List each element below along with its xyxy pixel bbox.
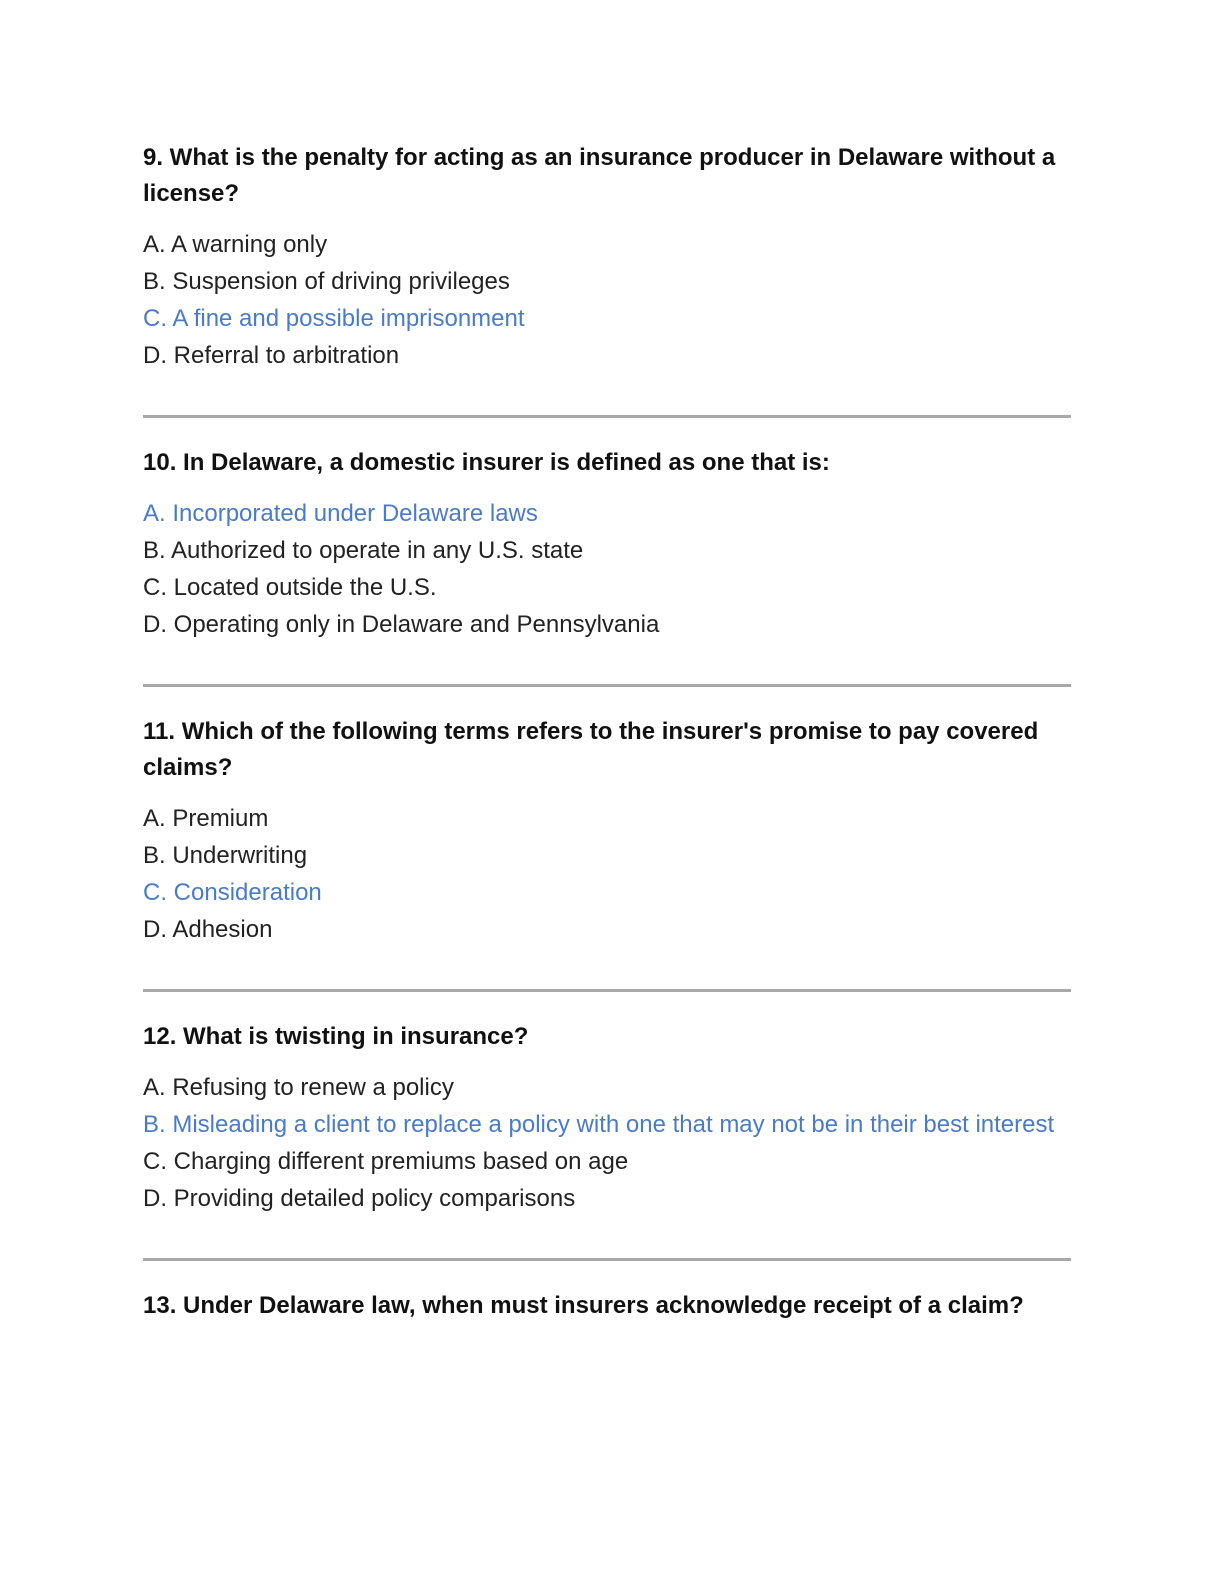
answer-option: D. Adhesion bbox=[143, 916, 273, 943]
answer-option: D. Operating only in Delaware and Pennsylvania bbox=[143, 611, 660, 638]
answer-options bbox=[143, 800, 1071, 948]
answer-options bbox=[143, 495, 1071, 643]
question-block-11 bbox=[143, 714, 1071, 948]
question-text: 11. Which of the following terms refers to the insurer's promise to pay covered claims? bbox=[143, 718, 1039, 781]
question-block-9 bbox=[143, 140, 1071, 374]
quiz-page bbox=[143, 140, 1071, 1338]
section-divider bbox=[143, 415, 1071, 418]
question-block-12 bbox=[143, 1019, 1071, 1217]
question-text: 12. What is twisting in insurance? bbox=[143, 1023, 529, 1050]
question-text: 13. Under Delaware law, when must insurers acknowledge receipt of a claim? bbox=[143, 1292, 1024, 1319]
correct-answer-option: C. Consideration bbox=[143, 879, 322, 906]
question-text: 10. In Delaware, a domestic insurer is defined as one that is: bbox=[143, 449, 830, 476]
answer-option: C. Located outside the U.S. bbox=[143, 574, 437, 601]
answer-option: C. Charging different premiums based on age bbox=[143, 1148, 629, 1175]
answer-option: B. Authorized to operate in any U.S. state bbox=[143, 537, 584, 564]
correct-answer-option: A. Incorporated under Delaware laws bbox=[143, 500, 538, 527]
answer-option: A. Refusing to renew a policy bbox=[143, 1074, 454, 1101]
answer-option: B. Suspension of driving privileges bbox=[143, 268, 510, 295]
answer-option: D. Referral to arbitration bbox=[143, 342, 400, 369]
answer-options bbox=[143, 1069, 1071, 1217]
section-divider bbox=[143, 1258, 1071, 1261]
answer-option: A. Premium bbox=[143, 805, 269, 832]
correct-answer-option: B. Misleading a client to replace a policy with one that may not be in their best interest bbox=[143, 1111, 1055, 1138]
answer-option: D. Providing detailed policy comparisons bbox=[143, 1185, 576, 1212]
correct-answer-option: C. A fine and possible imprisonment bbox=[143, 305, 525, 332]
answer-options bbox=[143, 226, 1071, 374]
section-divider bbox=[143, 989, 1071, 992]
section-divider bbox=[143, 684, 1071, 687]
answer-option: A. A warning only bbox=[143, 231, 328, 258]
answer-option: B. Underwriting bbox=[143, 842, 308, 869]
question-text: 9. What is the penalty for acting as an insurance producer in Delaware without a license? bbox=[143, 144, 1056, 207]
question-block-10 bbox=[143, 445, 1071, 643]
question-block-13 bbox=[143, 1288, 1071, 1324]
